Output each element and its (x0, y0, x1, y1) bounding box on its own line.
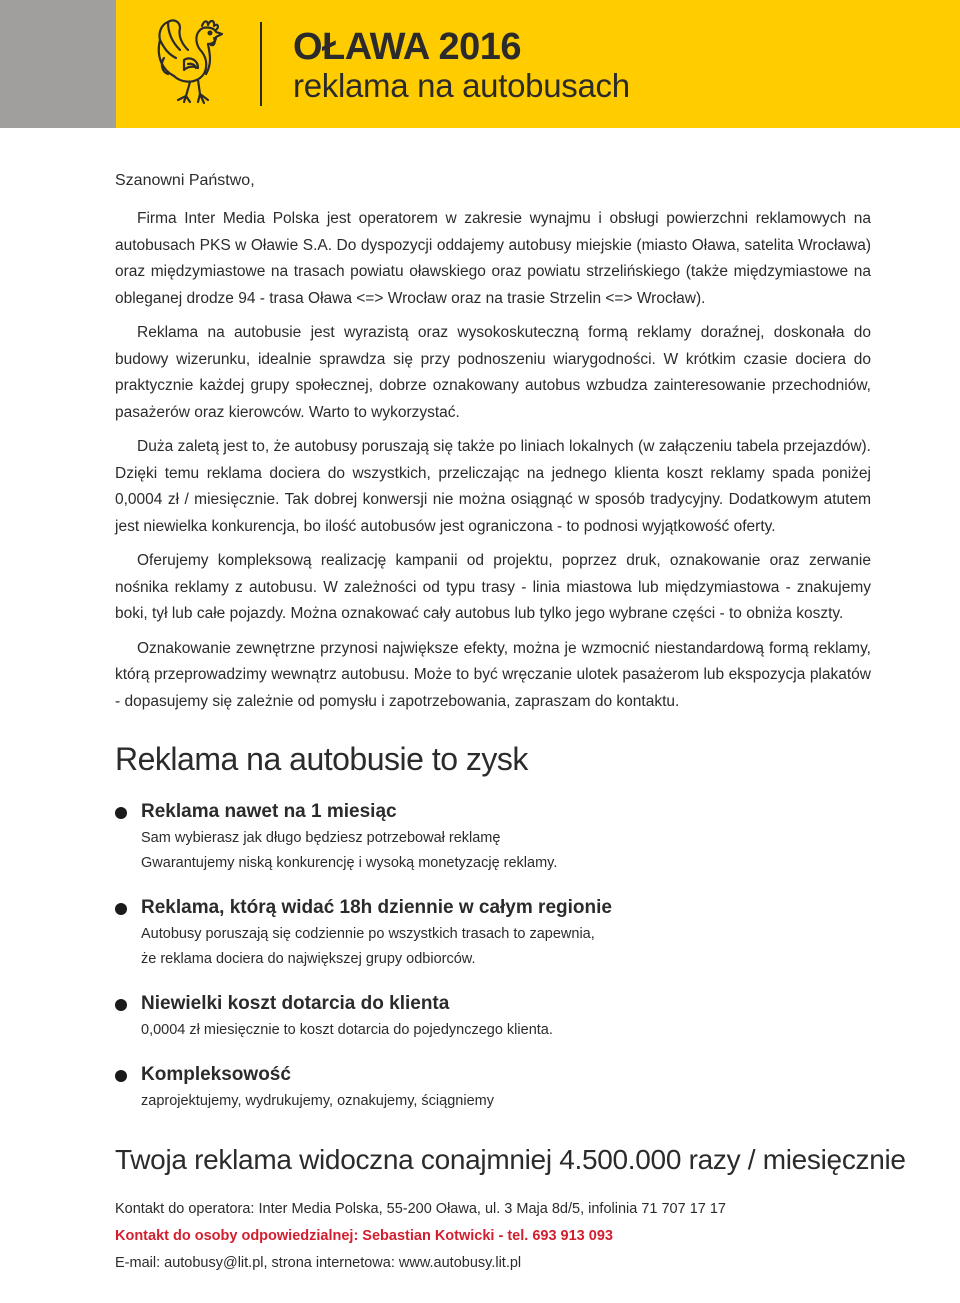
benefit-item (115, 894, 871, 972)
benefit-title: Reklama nawet na 1 miesiąc (141, 801, 397, 822)
benefit-line: Gwarantujemy niską konkurencję i wysoką monetyzację reklamy. (141, 855, 558, 871)
bullet-dot-icon (115, 999, 127, 1011)
paragraph-interior: Oznakowanie zewnętrzne przynosi największe efekty, można je wzmocnić niestandardową formą reklamy, którą przeprowadzimy wewnątrz autobusu. Może to być wręczanie ulotek pasażerom lub ekspozycja plakatów - dopasujemy się zależnie od pomysłu i zapotrzebowania, zapraszam do kontaktu. (115, 639, 871, 710)
benefit-item (115, 1061, 871, 1114)
benefit-title: Reklama, którą widać 18h dziennie w całym regionie (141, 897, 612, 918)
page-title: OŁAWA 2016 (293, 26, 522, 68)
bullet-dot-icon (115, 807, 127, 819)
reach-statement: Twoja reklama widoczna conajmniej 4.500.000 razy / miesięcznie (115, 1144, 906, 1175)
salutation: Szanowni Państwo, (115, 172, 255, 189)
benefit-item (115, 990, 871, 1043)
rooster-icon (150, 14, 234, 110)
header-accent-panel (116, 0, 960, 128)
main-content (115, 168, 906, 1277)
paragraph-offer: Oferujemy kompleksową realizację kampanii od projektu, poprzez druk, oznakowanie oraz zerwanie nośnika reklamy z autobusu. W zależności od typu trasy - linia miastowa lub międzymiastowa - znakujemy boki, tył lub całe pojazdy. Można oznakować cały autobus lub tylko jego wybrane części - to obniża koszty. (115, 552, 871, 622)
paragraph-effectiveness: Reklama na autobusie jest wyrazistą oraz wysokoskuteczną formą reklamy doraźnej, doskonała do budowy wizerunku, idealnie sprawdza się przy podnoszeniu wiarygodności. W krótkim czasie dociera do praktycznie każdej grupy społecznej, dobrze oznakowany autobus wzbudza zainteresowanie przechodniów, pasażerów oraz kierowców. Warto to wykorzystać. (115, 324, 871, 421)
person-contact: Kontakt do osoby odpowiedzialnej: Sebastian Kotwicki - tel. 693 913 093 (115, 1228, 613, 1244)
bullet-dot-icon (115, 903, 127, 915)
benefit-line: zaprojektujemy, wydrukujemy, oznakujemy, ściągniemy (141, 1093, 494, 1109)
email-contact: E-mail: autobusy@lit.pl, strona internetowa: www.autobusy.lit.pl (115, 1255, 522, 1271)
benefit-title: Niewielki koszt dotarcia do klienta (141, 993, 450, 1014)
header-divider (260, 22, 262, 106)
paragraph-intro: Firma Inter Media Polska jest operatorem w zakresie wynajmu i obsługi powierzchni reklamowych na autobusach PKS w Oławie S.A. Do dyspozycji oddajemy autobusy miejskie (miasto Oława, satelita Wrocława) oraz międzymiastowe na trasach powiatu oławskiego oraz powiatu strzelińskiego (także międzymiastowe na obleganej drodze 94 - trasa Oława <=> Wrocław oraz na trasie Strzelin <=> Wrocław). (115, 210, 871, 307)
operator-contact: Kontakt do operatora: Inter Media Polska, 55-200 Oława, ul. 3 Maja 8d/5, infolinia 71 707 17 17 (115, 1201, 726, 1217)
benefit-line: Sam wybierasz jak długo będziesz potrzebował reklamę (141, 830, 501, 846)
paragraph-cost: Duża zaletą jest to, że autobusy poruszają się także po liniach lokalnych (w załączeniu tabela przejazdów). Dzięki temu reklama dociera do wszystkich, przeliczając na jednego klienta koszt reklamy spada poniżej 0,0004 zł / miesięcznie. Tak dobrej konwersji nie można osiągnąć w sposób tradycyjny. Dodatkowym atutem jest niewielka konkurencja, bo ilość autobusów jest ograniczona - to podnosi wyjątkowość oferty. (115, 438, 871, 535)
bullet-dot-icon (115, 1070, 127, 1082)
page-subtitle: reklama na autobusach (293, 67, 630, 104)
benefit-line: że reklama dociera do największej grupy odbiorców. (141, 951, 476, 967)
header-band (0, 0, 960, 128)
benefit-item (115, 798, 871, 876)
benefit-line: 0,0004 zł miesięcznie to koszt dotarcia do pojedynczego klienta. (141, 1022, 553, 1038)
benefit-title: Kompleksowość (141, 1064, 291, 1085)
benefits-heading: Reklama na autobusie to zysk (115, 741, 528, 777)
benefit-line: Autobusy poruszają się codziennie po wszystkich trasach to zapewnia, (141, 926, 595, 942)
